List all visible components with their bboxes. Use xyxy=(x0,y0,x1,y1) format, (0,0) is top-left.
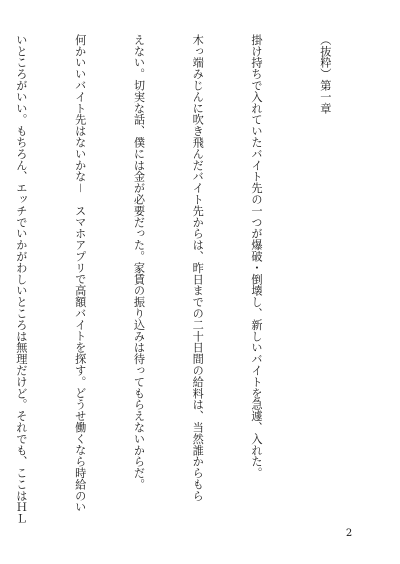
page-number: 2 xyxy=(345,528,353,539)
text-line: いところがいい。もちろん、エッチでいかがわしいところは無理だけど。それでも、ここはＨＬ xyxy=(14,34,28,524)
text-line: 木っ端みじんに吹き飛んだバイト先からは、昨日までの二十日間の給料は、当然誰からもら xyxy=(191,34,205,502)
vertical-text-body xyxy=(0,34,374,524)
chapter-title: （抜粋）第一章 xyxy=(318,34,332,114)
text-line: 何かいいバイト先はないかな－ スマホアプリで高額バイトを探す。どうせ働くなら時給のい xyxy=(73,34,87,513)
text-line: 掛け持ちで入れていたバイト先の一つが爆破・倒壊し、新しいバイトを急遽、入れた。 xyxy=(250,34,264,479)
text-line: えない。切実な話、僕には金が必要だった。家賃の振り込みは待ってもらえないからだ。 xyxy=(132,34,146,490)
